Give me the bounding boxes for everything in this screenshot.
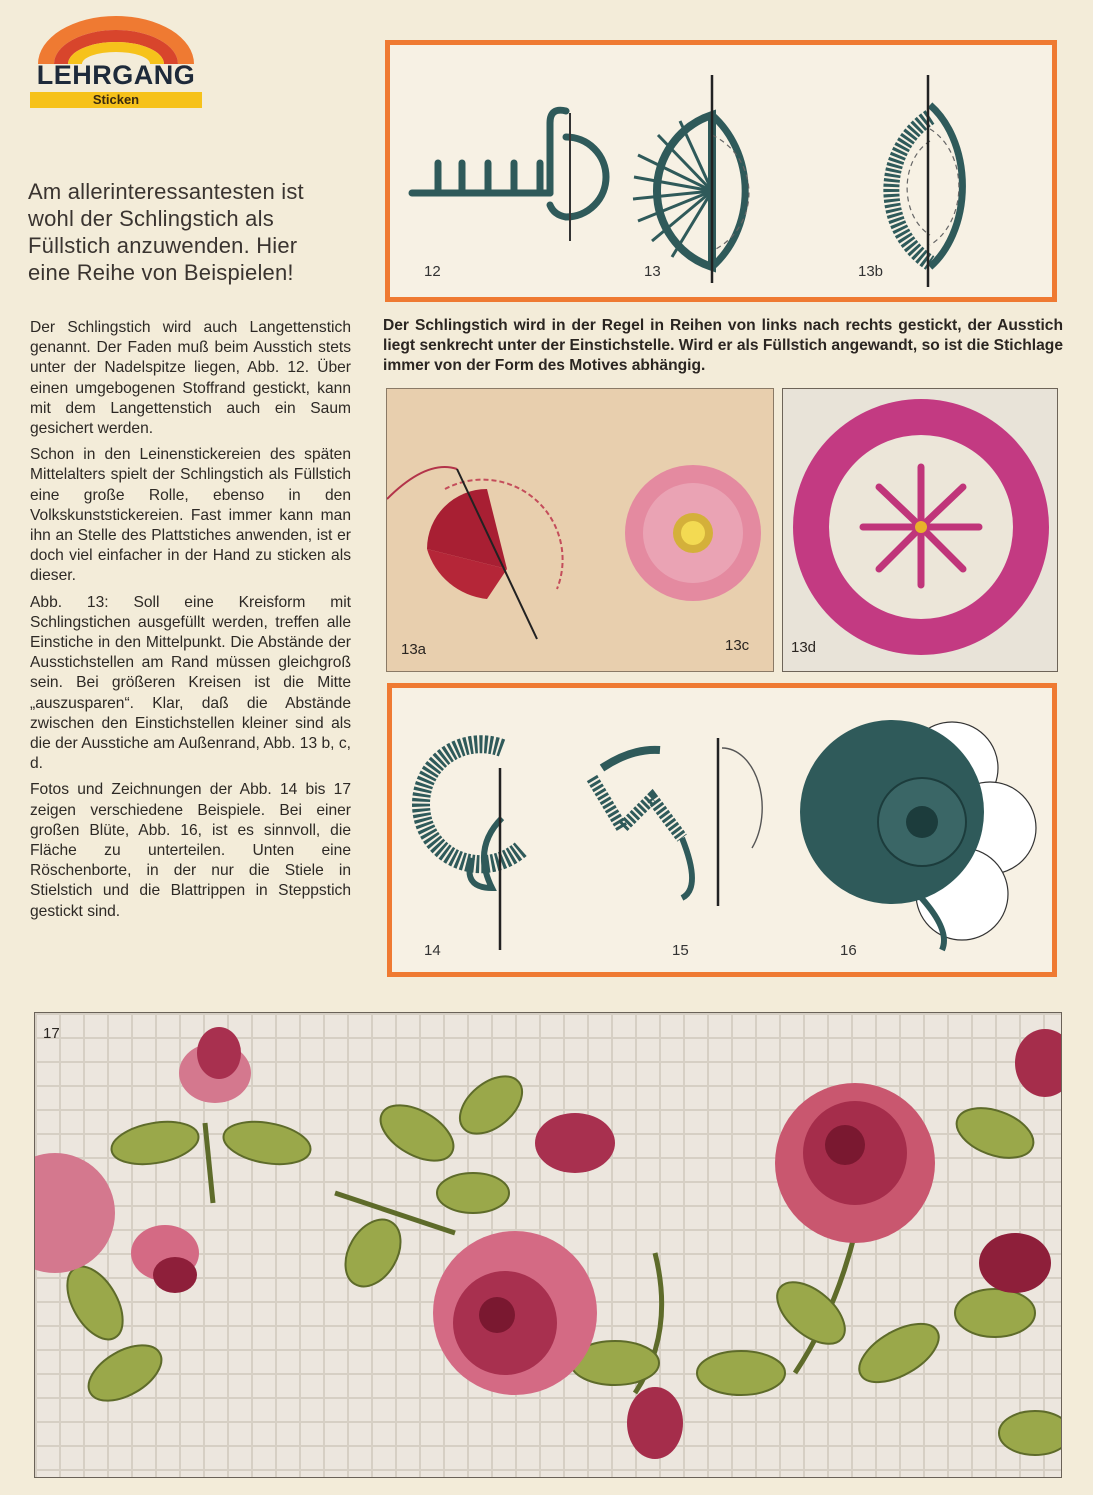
intro-line: Füllstich anzuwenden. Hier <box>28 233 298 258</box>
pink-flower-drawing <box>625 465 761 601</box>
figure-label-14: 14 <box>424 942 441 959</box>
stitch-diagram-12-13 <box>390 45 1052 297</box>
figure-label-13c: 13c <box>725 637 750 654</box>
figure-label-13b: 13b <box>858 263 884 280</box>
figure-label-13a: 13a <box>401 641 427 658</box>
figure-label-13d: 13d <box>791 639 817 656</box>
photo-13a-13c <box>386 388 774 672</box>
spiral-stitch-drawing <box>421 744 522 950</box>
body-text-column <box>30 318 351 928</box>
photo-13d <box>782 388 1058 672</box>
hollow-circle-stitch-drawing <box>891 75 962 287</box>
magenta-ring-photo <box>783 389 1058 672</box>
figure-label-15: 15 <box>672 942 689 959</box>
figure-label-13: 13 <box>644 263 661 280</box>
embroidery-sample-photo <box>387 389 774 672</box>
logo-title: LEHRGANG <box>36 60 196 90</box>
body-paragraph: Schon in den Leinenstickereien des späten Mittelalters spielt der Schlingstich als Füllstich eine große Rolle, ebenso in den Volkskunststickereien. Fast immer kann man ihn an Stelle des Plattstiches anwenden, ist er doch viel einfacher in der Hand zu sticken als dieser. <box>30 446 351 585</box>
figure-label-16: 16 <box>840 942 857 959</box>
rose-border-photo <box>35 1013 1062 1478</box>
diagram-caption: Der Schlingstich wird in der Regel in Reihen von links nach rechts gestickt, der Ausstich liegt senkrecht unter der Einstichstelle. Wird er als Füllstich angewandt, so ist die Stichlage immer von der Form des Motives abhängig. <box>383 317 1063 374</box>
diagram-frame-12-13 <box>385 40 1057 302</box>
photo-17-rose-border <box>34 1012 1062 1478</box>
body-paragraph: Fotos und Zeichnungen der Abb. 14 bis 17 zeigen verschiedene Beispiele. Bei einer großen Blüte, Abb. 16, ist es sinnvoll, die Fläche zu unterteilen. Unten eine Röschenborte, in der nur die Stiele in Stielstich und die Blattrippen in Steppstich gestickt sind. <box>30 781 351 920</box>
intro-line: Am allerinteressantesten ist <box>28 179 304 204</box>
body-paragraph: Der Schlingstich wird auch Langettenstich genannt. Der Faden muß beim Ausstich stets unter der Nadelspitze liegen, Abb. 12. Über einen umgebogenen Stoffrand gestickt, kann mit dem Langettenstich auch ein Saum gesichert werden. <box>30 319 351 438</box>
large-flower-stitch-drawing <box>800 720 1036 950</box>
intro-line: wohl der Schlingstich als <box>28 206 274 231</box>
figure-label-12: 12 <box>424 263 441 280</box>
logo-subtitle: Sticken <box>30 92 202 108</box>
lehrgang-logo <box>30 14 202 108</box>
body-paragraph: Abb. 13: Soll eine Kreisform mit Schlingstichen ausgefüllt werden, treffen alle Einstiche in den Mittelpunkt. Die Abstände der Ausstichstellen am Rand müssen gleichgroß sein. Bei größeren Kreisen ist die Mitte „auszusparen“. Klar, daß die Abstände zwischen den Einstichstellen kleiner sind als die der Ausstiche am Außenrand, Abb. 13 b, c, d. <box>30 593 351 773</box>
zigzag-stitch-drawing <box>592 738 762 906</box>
intro-text <box>28 178 350 286</box>
blanket-stitch-row-drawing <box>412 110 606 217</box>
figure-label-17: 17 <box>43 1025 60 1042</box>
circle-fan-stitch-drawing <box>633 75 749 283</box>
stitch-diagram-14-16 <box>392 688 1052 972</box>
diagram-frame-14-16 <box>387 683 1057 977</box>
intro-line: eine Reihe von Beispielen! <box>28 260 294 285</box>
